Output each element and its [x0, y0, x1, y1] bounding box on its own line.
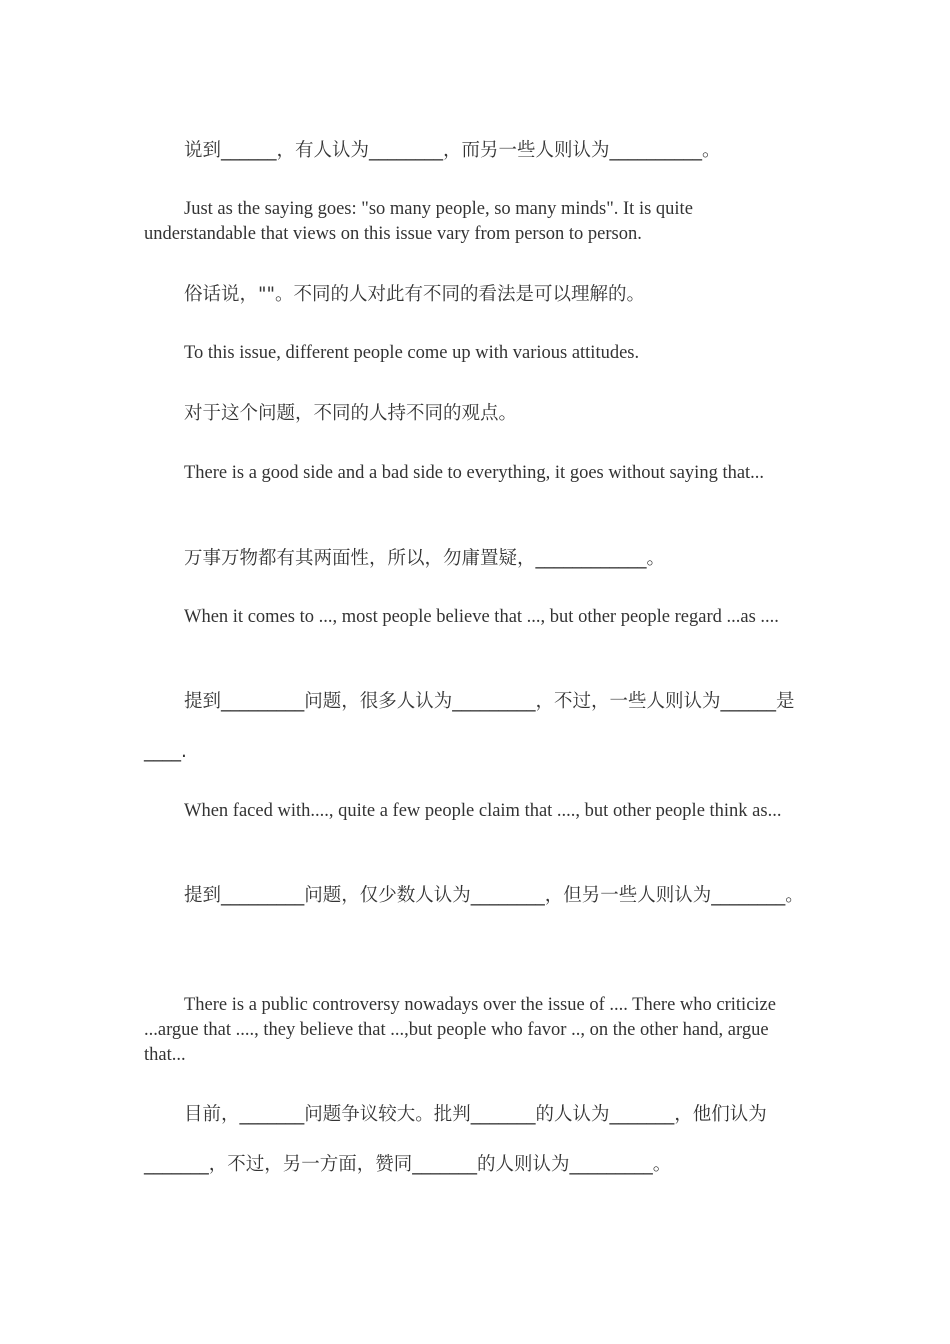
paragraph-zh-3: 对于这个问题，不同的人持不同的观点。: [184, 403, 518, 424]
paragraph-en-6: There is a public controversy nowadays over the issue of .... There who criticize ...argue that ...., they believe that ...,but people who favor .., on the other hand, argue that...: [144, 995, 776, 1065]
paragraph-en-3: There is a good side and a bad side to everything, it goes without saying that...: [184, 463, 765, 483]
paragraph-zh-5: 提到_________问题，很多人认为_________，不过，一些人则认为______是____.: [144, 691, 795, 762]
paragraph-zh-2: 俗话说，""。不同的人对此有不同的看法是可以理解的。: [184, 284, 646, 305]
paragraph-en-4: When it comes to ..., most people believe that ..., but other people regard ...as ....: [184, 607, 779, 627]
paragraph-en-2: To this issue, different people come up with various attitudes.: [184, 343, 640, 363]
paragraph-zh-1: 说到______，有人认为________，而另一些人则认为__________。: [184, 140, 721, 161]
paragraph-en-1: Just as the saying goes: "so many people, so many minds". It is quite understandable that views on this issue vary from person to person.: [144, 199, 693, 244]
paragraph-zh-7: 目前，_______问题争议较大。批判_______的人认为_______，他们认为_______，不过，另一方面，赞同_______的人则认为_________。: [144, 1104, 767, 1175]
paragraph-zh-6: 提到_________问题，仅少数人认为________，但另一些人则认为________。: [184, 885, 804, 906]
paragraph-en-5: When faced with...., quite a few people claim that ...., but other people think as...: [184, 801, 782, 821]
paragraph-zh-4: 万事万物都有其两面性，所以，勿庸置疑，____________。: [184, 548, 666, 569]
